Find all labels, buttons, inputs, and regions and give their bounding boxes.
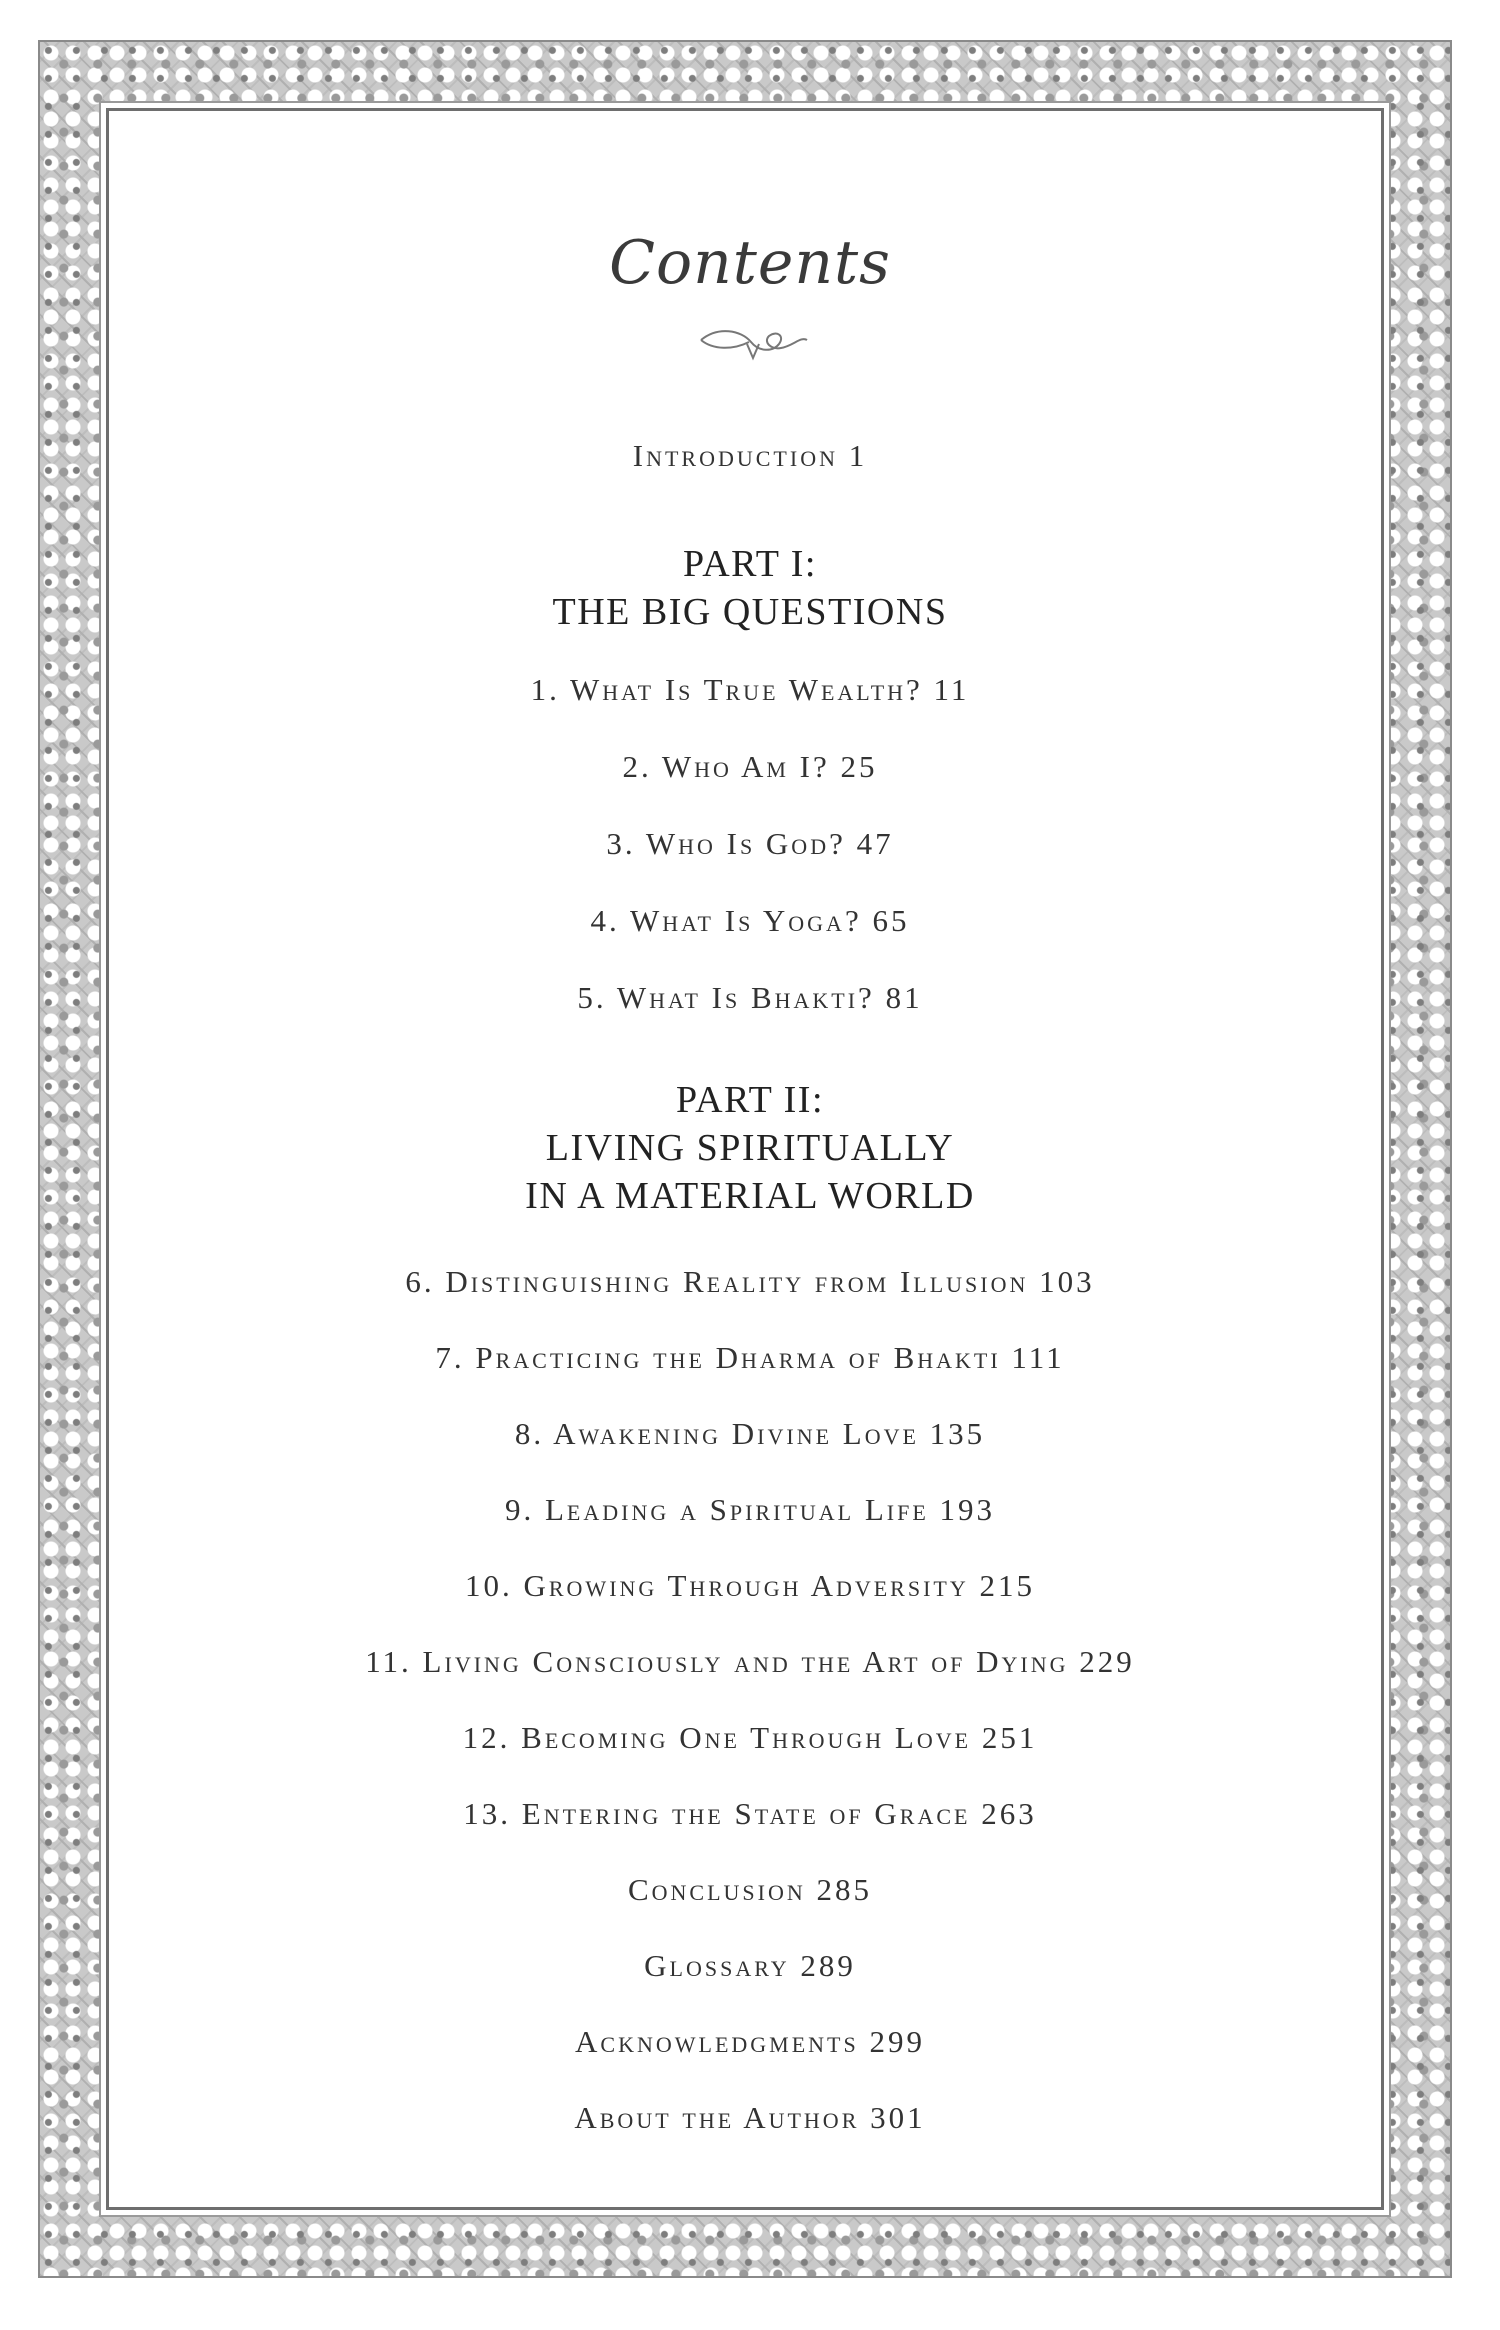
- toc-entry[interactable]: 5. What Is Bhakti? 81: [577, 980, 923, 1015]
- toc-entry[interactable]: 3. Who Is God? 47: [606, 826, 894, 861]
- toc-entry-about-author[interactable]: About the Author 301: [574, 2100, 926, 2135]
- toc-entry[interactable]: 6. Distinguishing Reality from Illusion 103: [405, 1264, 1095, 1299]
- toc-entry[interactable]: 11. Living Consciously and the Art of Dying 229: [365, 1644, 1135, 1679]
- toc-entry[interactable]: 10. Growing Through Adversity 215: [464, 1568, 1035, 1603]
- toc-entry[interactable]: 12. Becoming One Through Love 251: [462, 1720, 1038, 1755]
- toc-entry[interactable]: 13. Entering the State of Grace 263: [463, 1796, 1037, 1831]
- toc-entry[interactable]: 1. What Is True Wealth? 11: [530, 672, 970, 707]
- toc-entry-glossary[interactable]: Glossary 289: [644, 1948, 856, 1983]
- flourish-ornament-icon: [693, 322, 813, 364]
- toc-entry-acknowledgments[interactable]: Acknowledgments 299: [575, 2024, 925, 2059]
- page-title: Contents: [609, 228, 891, 298]
- toc-entry[interactable]: 4. What Is Yoga? 65: [590, 903, 910, 938]
- toc-entry[interactable]: 7. Practicing the Dharma of Bhakti 111: [435, 1340, 1065, 1375]
- toc-entry[interactable]: 9. Leading a Spiritual Life 193: [504, 1492, 996, 1527]
- toc-entry-introduction[interactable]: Introduction 1: [632, 438, 868, 473]
- toc-entry[interactable]: 2. Who Am I? 25: [622, 749, 878, 784]
- part-heading-1: PART I: THE BIG QUESTIONS: [552, 543, 948, 633]
- toc-entry[interactable]: 8. Awakening Divine Love 135: [514, 1416, 986, 1451]
- part-heading-2: PART II: LIVING SPIRITUALLY IN A MATERIAL WORLD: [525, 1079, 975, 1217]
- toc-entry-conclusion[interactable]: Conclusion 285: [627, 1872, 873, 1907]
